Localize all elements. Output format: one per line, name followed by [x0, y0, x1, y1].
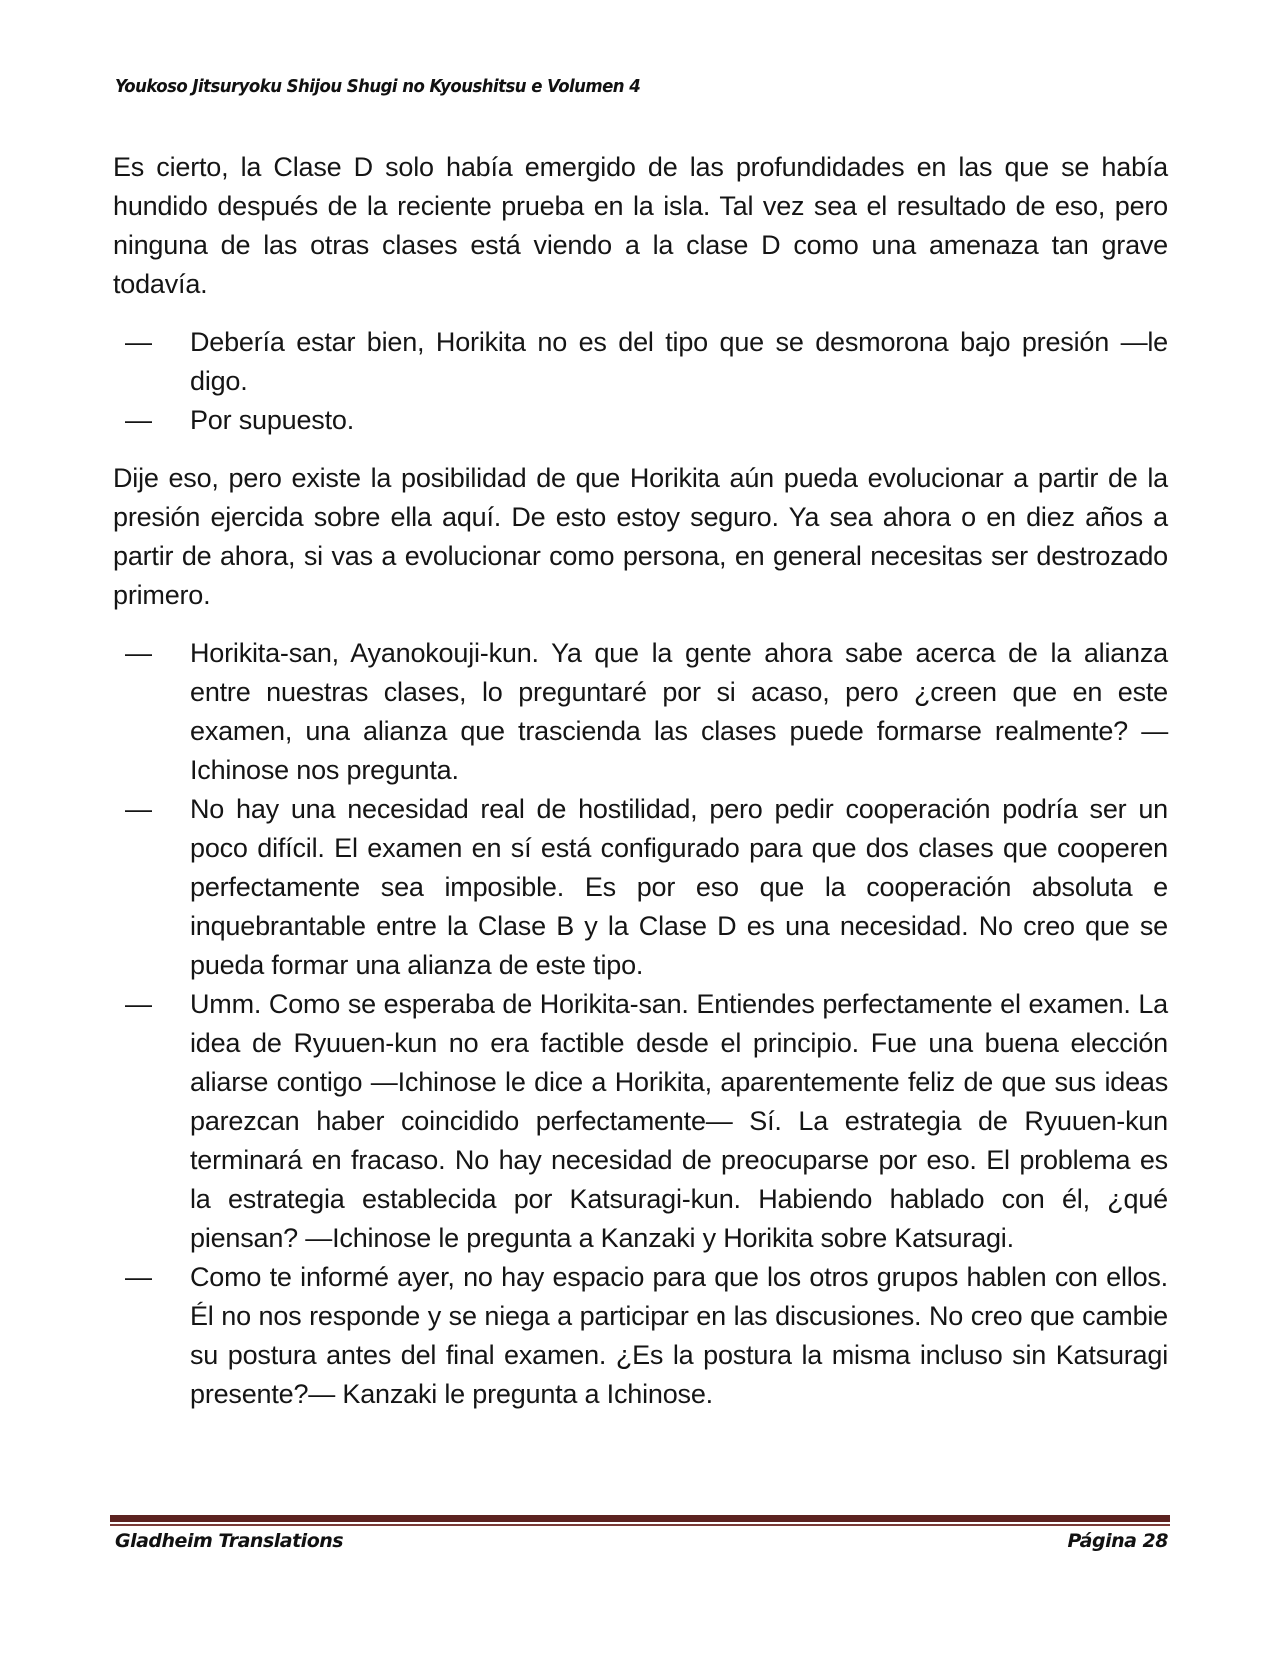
dialog-dash: —: [125, 1262, 152, 1292]
page-body: [113, 148, 1168, 1433]
dialog-line: [113, 985, 1168, 1258]
footer-divider-thin: [110, 1524, 1170, 1526]
dialog-line: [113, 790, 1168, 985]
dialog-line: [113, 401, 1168, 440]
footer-publisher: Gladheim Translations: [115, 1530, 344, 1552]
running-header: Youkoso Jitsuryoku Shijou Shugi no Kyoushitsu e Volumen 4: [115, 76, 641, 97]
dialog-line: [113, 634, 1168, 790]
paragraph: Dije eso, pero existe la posibilidad de que Horikita aún pueda evolucionar a partir de la presión ejercida sobre ella aquí. De esto estoy seguro. Ya sea ahora o en diez años a partir de ahora, si vas a evolucionar como persona, en general necesitas ser destrozado primero.: [113, 463, 1168, 610]
dialog-dash: —: [125, 794, 152, 824]
dialog-text: Umm. Como se esperaba de Horikita-san. Entiendes perfectamente el examen. La idea de Ryuuen-kun no era factible desde el principio. Fue una buena elección aliarse contigo —Ichinose le dice a Horikita, aparentemente feliz de que sus ideas parezcan haber coincidido perfectamente— Sí. La estrategia de Ryuuen-kun terminará en fracaso. No hay necesidad de preocuparse por eso. El problema es la estrategia establecida por Katsuragi-kun. Habiendo hablado con él, ¿qué piensan? —Ichinose le pregunta a Kanzaki y Horikita sobre Katsuragi.: [190, 989, 1168, 1253]
dialog-line: [113, 1258, 1168, 1414]
footer-divider: [110, 1515, 1170, 1526]
dialog-line: [113, 323, 1168, 401]
dialog-dash: —: [125, 989, 152, 1019]
dialog-text: No hay una necesidad real de hostilidad, pero pedir cooperación podría ser un poco difícil. El examen en sí está configurado para que dos clases que cooperen perfectamente sea imposible. Es por eso que la cooperación absoluta e inquebrantable entre la Clase B y la Clase D es una necesidad. No creo que se pueda formar una alianza de este tipo.: [190, 794, 1168, 980]
dialog-group: [113, 323, 1168, 440]
paragraph: Es cierto, la Clase D solo había emergido de las profundidades en las que se había hundido después de la reciente prueba en la isla. Tal vez sea el resultado de eso, pero ninguna de las otras clases está viendo a la clase D como una amenaza tan grave todavía.: [113, 152, 1168, 299]
page-number: Página 28: [1067, 1530, 1168, 1552]
dialog-text: Como te informé ayer, no hay espacio para que los otros grupos hablen con ellos. Él no nos responde y se niega a participar en las discusiones. No creo que cambie su postura antes del final examen. ¿Es la postura la misma incluso sin Katsuragi presente?— Kanzaki le pregunta a Ichinose.: [190, 1262, 1168, 1409]
dialog-text: Debería estar bien, Horikita no es del tipo que se desmorona bajo presión —le digo.: [190, 327, 1168, 396]
dialog-dash: —: [125, 327, 152, 357]
dialog-text: Horikita-san, Ayanokouji-kun. Ya que la gente ahora sabe acerca de la alianza entre nuestras clases, lo preguntaré por si acaso, pero ¿creen que en este examen, una alianza que trascienda las clases puede formarse realmente? —Ichinose nos pregunta.: [190, 638, 1168, 785]
footer-divider-thick: [110, 1515, 1170, 1522]
dialog-dash: —: [125, 405, 152, 435]
dialog-group: [113, 634, 1168, 1414]
dialog-dash: —: [125, 638, 152, 668]
dialog-text: Por supuesto.: [190, 405, 355, 435]
